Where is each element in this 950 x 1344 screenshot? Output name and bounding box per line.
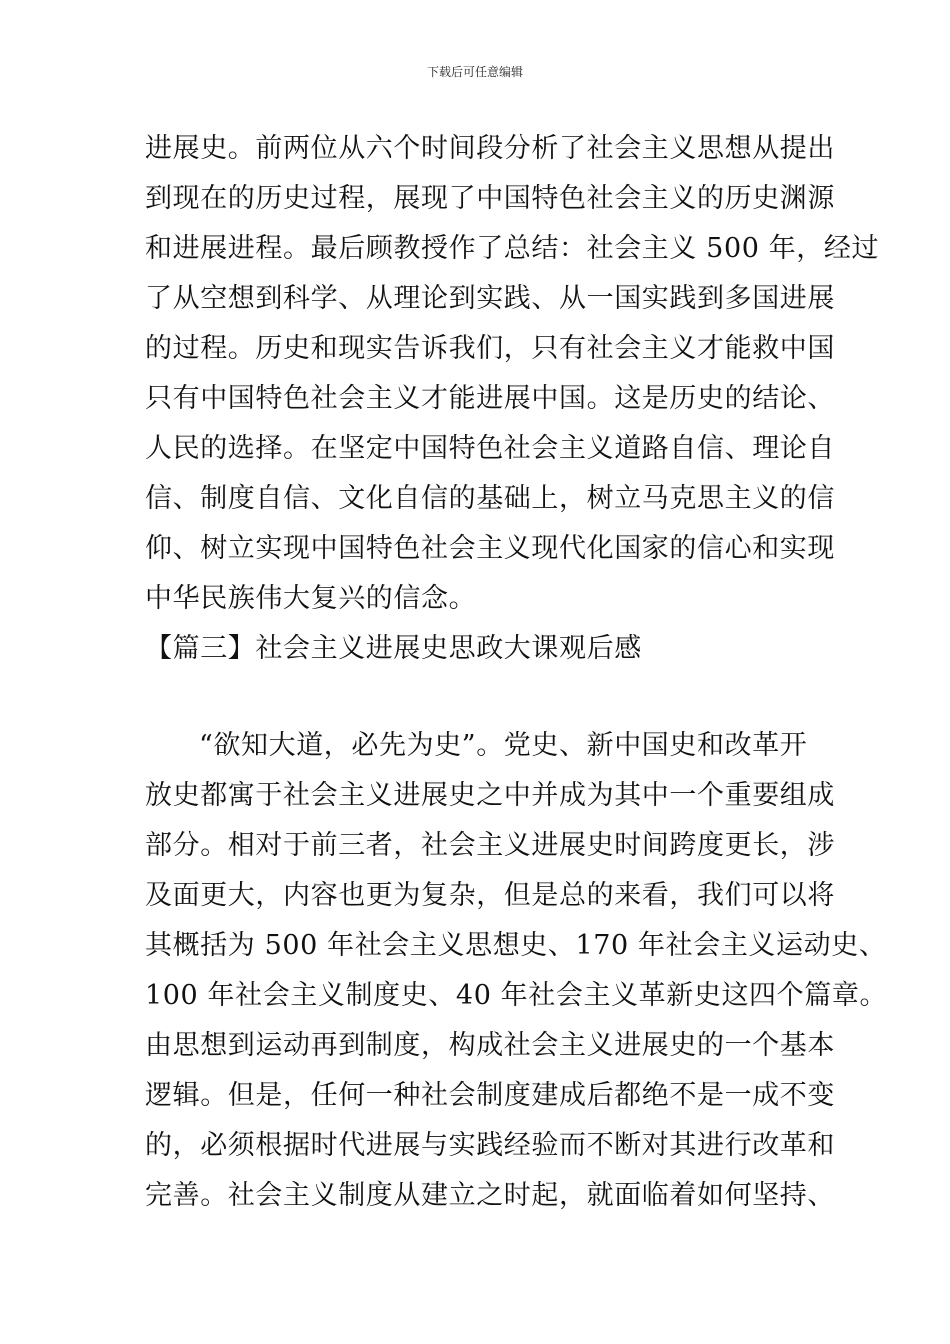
text-line: 及面更大，内容也更为复杂，但是总的来看，我们可以将 — [145, 880, 835, 911]
text-line: 和进展进程。最后顾教授作了总结：社会主义 500 年，经过 — [145, 233, 880, 264]
text-line: 的，必须根据时代进展与实践经验而不断对其进行改革和 — [145, 1130, 835, 1161]
document-body — [145, 124, 888, 1221]
text-line: 其概括为 500 年社会主义思想史、170 年社会主义运动史、 — [145, 930, 887, 961]
text-line: 部分。相对于前三者，社会主义进展史时间跨度更长，涉 — [145, 830, 835, 861]
section-spacer — [145, 674, 825, 721]
text-line: 了从空想到科学、从理论到实践、从一国实践到多国进展 — [145, 283, 835, 314]
text-line: 由思想到运动再到制度，构成社会主义进展史的一个基本 — [145, 1030, 835, 1061]
text-line: 只有中国特色社会主义才能进展中国。这是历史的结论、 — [145, 383, 835, 414]
text-line: 逻辑。但是，任何一种社会制度建成后都绝不是一成不变 — [145, 1080, 835, 1111]
text-line: 完善。社会主义制度从建立之时起，就面临着如何坚持、 — [145, 1180, 835, 1211]
text-line: 中华民族伟大复兴的信念。 — [145, 583, 477, 614]
text-line-first: “欲知大道，必先为史”。党史、新中国史和改革开 — [199, 730, 808, 761]
text-line: 100 年社会主义制度史、40 年社会主义革新史这四个篇章。 — [145, 980, 888, 1011]
section-heading: 【篇三】社会主义进展史思政大课观后感 — [145, 633, 642, 664]
text-line: 信、制度自信、文化自信的基础上，树立马克思主义的信 — [145, 483, 835, 514]
paragraph-continuation — [145, 124, 880, 624]
text-line: 进展史。前两位从六个时间段分析了社会主义思想从提出 — [145, 133, 835, 164]
text-line: 的过程。历史和现实告诉我们，只有社会主义才能救中国 — [145, 333, 835, 364]
text-line: 人民的选择。在坚定中国特色社会主义道路自信、理论自 — [145, 433, 835, 464]
page-header-note: 下载后可任意编辑 — [426, 65, 523, 79]
text-line: 仰、树立实现中国特色社会主义现代化国家的信心和实现 — [145, 533, 835, 564]
paragraph-body — [145, 721, 888, 1221]
text-line: 放史都寓于社会主义进展史之中并成为其中一个重要组成 — [145, 780, 835, 811]
text-line: 到现在的历史过程，展现了中国特色社会主义的历史渊源 — [145, 183, 835, 214]
